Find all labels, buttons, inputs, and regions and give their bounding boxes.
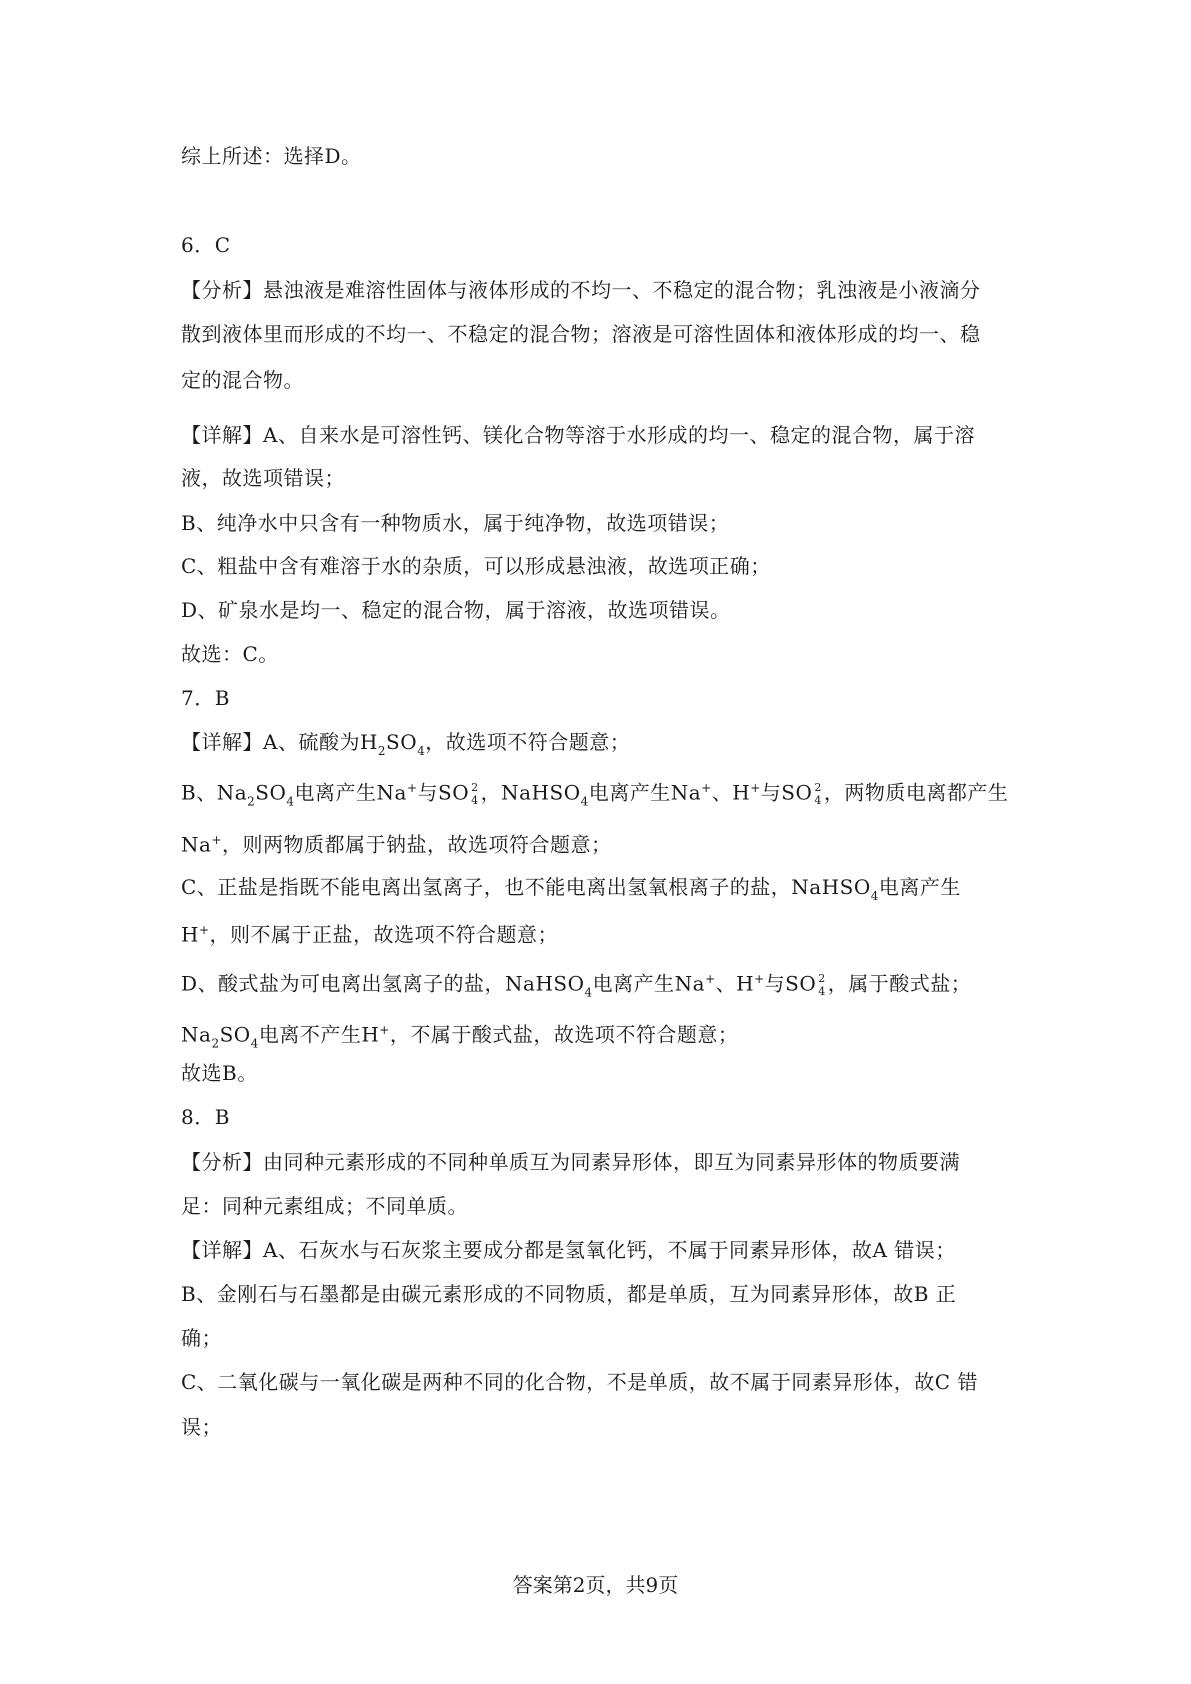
text-line: 散到液体里而形成的不均一、不稳定的混合物；溶液是可溶性固体和液体形成的均一、稳 [181, 322, 981, 346]
formula-line: B、$Na_2SO_4$电离产生Na+与SO 2 4 ，NaHSO$_4$电离产生Na+、H+与SO 2 4 ，两物质电离都产生 [181, 780, 1009, 809]
text-line: C、二氧化碳与一氧化碳是两种不同的化合物，不是单质，故不属于同素异形体，故C 错 [181, 1370, 978, 1394]
question-number: 8．B [181, 1105, 230, 1129]
text-line: 【分析】由同种元素形成的不同种单质互为同素异形体，即互为同素异形体的物质要满 [181, 1150, 960, 1174]
text-line: 【详解】A、石灰水与石灰浆主要成分都是氢氧化钙，不属于同素异形体，故A 错误； [181, 1238, 956, 1262]
formula-line: H+，则不属于正盐，故选项不符合题意； [181, 922, 559, 947]
text-line: 故选B。 [181, 1061, 258, 1085]
page-footer: 答案第2页，共9页 [512, 1573, 679, 1597]
formula-line: D、酸式盐为可电离出氢离子的盐，NaHSO$_4$电离产生Na+、H+与SO 2 4 ，属于酸式盐； [181, 971, 972, 1000]
text-line: 【分析】悬浊液是难溶性固体与液体形成的不均一、不稳定的混合物；乳浊液是小液滴分 [181, 278, 981, 302]
text-line: 【详解】A、自来水是可溶性钙、镁化合物等溶于水形成的均一、稳定的混合物，属于溶 [181, 423, 975, 447]
text-line: C、粗盐中含有难溶于水的杂质，可以形成悬浊液，故选项正确； [181, 554, 771, 578]
text-line: 误； [181, 1415, 222, 1439]
formula-line: C、正盐是指既不能电离出氢离子，也不能电离出氢氧根离子的盐，NaHSO$_4$电离产生 [181, 875, 961, 903]
text-line: 定的混合物。 [181, 368, 304, 392]
text-line: B、纯净水中只含有一种物质水，属于纯净物，故选项错误； [181, 511, 730, 535]
text-line: 液，故选项错误； [181, 466, 345, 490]
formula-line: $Na_2SO_4$电离不产生H+，不属于酸式盐，故选项不符合题意； [181, 1022, 739, 1051]
text-line: D、矿泉水是均一、稳定的混合物，属于溶液，故选项错误。 [181, 598, 731, 622]
text-line: 确； [181, 1326, 222, 1350]
question-number: 6．C [181, 233, 231, 257]
text-line: 综上所述：选择D。 [181, 144, 362, 168]
text-line: 足：同种元素组成；不同单质。 [181, 1194, 468, 1218]
question-number: 7．B [181, 686, 230, 710]
formula-line: 【详解】A、硫酸为$H_2SO_4$，故选项不符合题意； [181, 730, 631, 758]
formula-line: Na+，则两物质都属于钠盐，故选项符合题意； [181, 832, 612, 857]
text-line: 故选：C。 [181, 642, 279, 666]
text-line: B、金刚石与石墨都是由碳元素形成的不同物质，都是单质，互为同素异形体，故B 正 [181, 1282, 957, 1306]
